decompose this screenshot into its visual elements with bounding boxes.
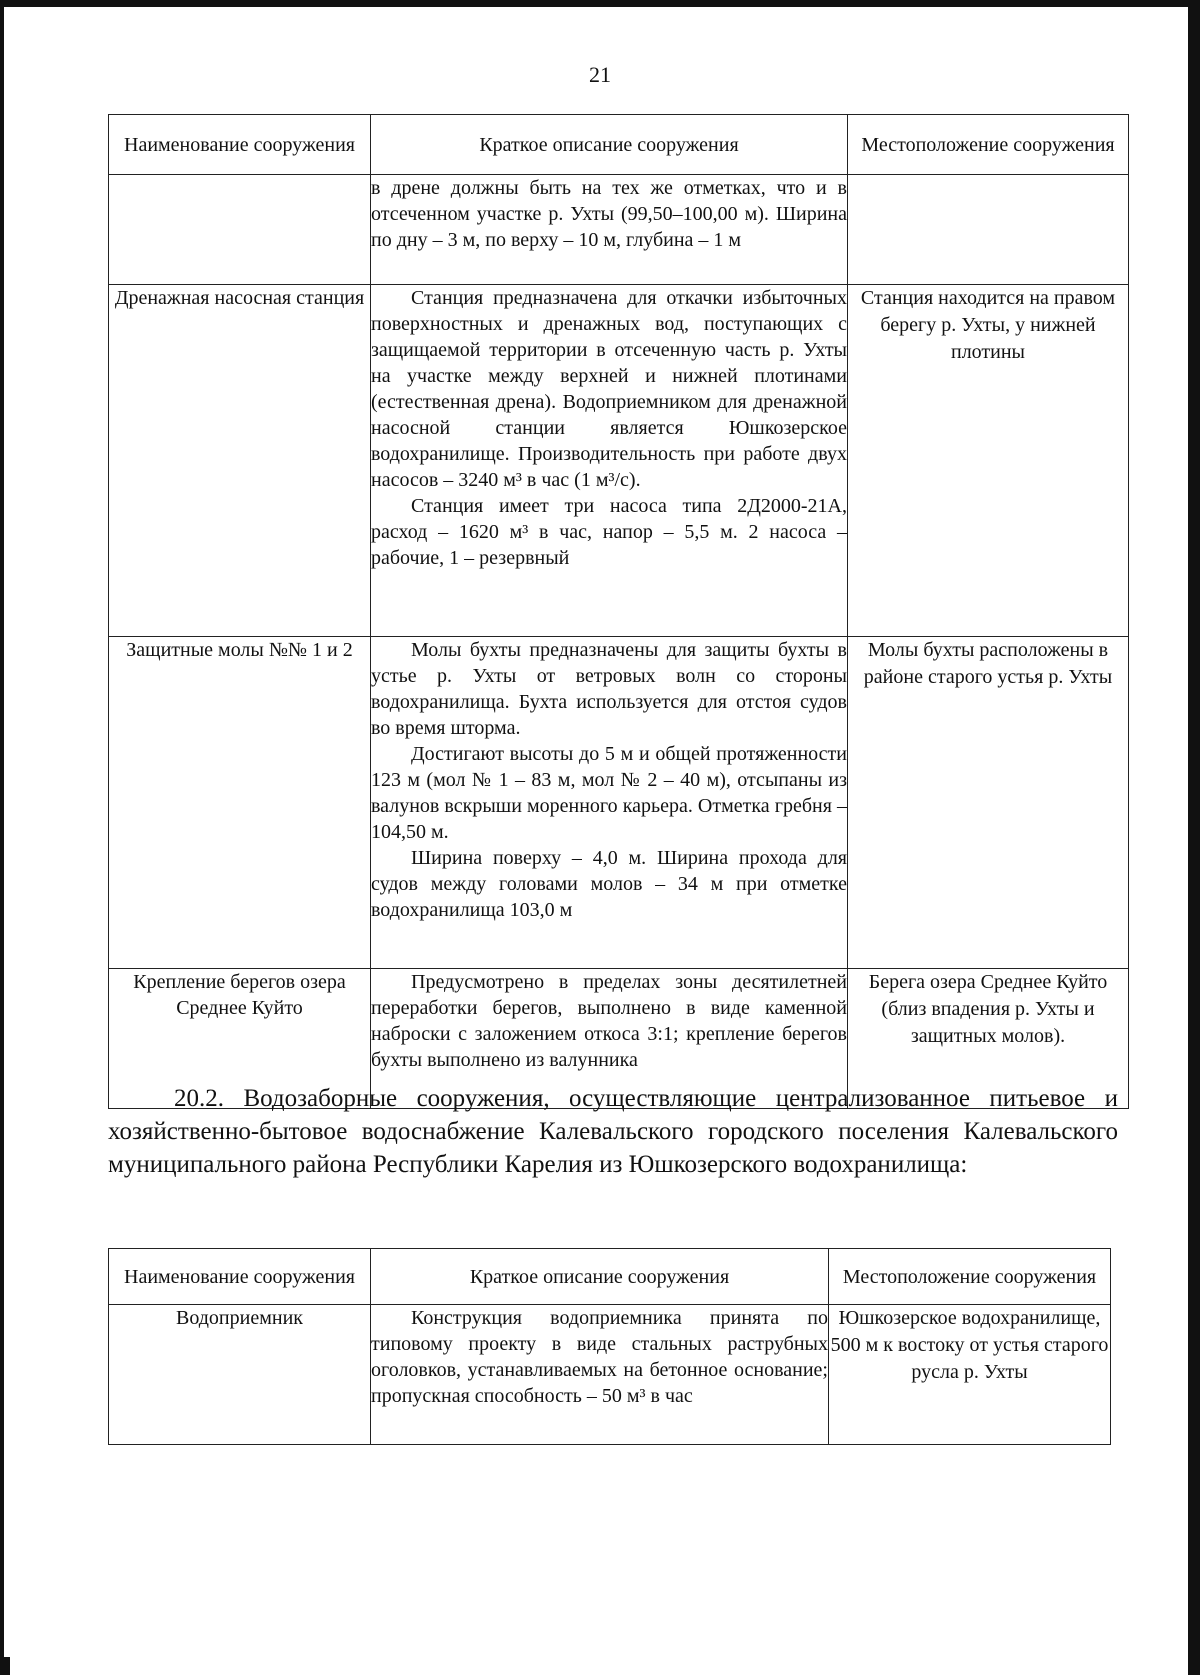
description-paragraph: Станция имеет три насоса типа 2Д2000-21А, расход – 1620 м³ в час, напор – 5,5 м. 2 насоса – рабочие, 1 – резервный bbox=[371, 495, 847, 569]
scan-border-top bbox=[0, 0, 1200, 7]
structure-description bbox=[371, 637, 848, 969]
table-row bbox=[109, 1305, 1111, 1445]
table-row bbox=[109, 285, 1129, 637]
structures-table bbox=[108, 114, 1129, 1109]
page-number: 21 bbox=[589, 62, 611, 87]
structure-location: Станция находится на правом берегу р. Ухты, у нижней плотины bbox=[848, 285, 1129, 637]
header-location: Местоположение сооружения bbox=[829, 1249, 1111, 1305]
structure-location bbox=[848, 175, 1129, 285]
structure-name: Крепление берегов озера Среднее Куйто bbox=[109, 969, 371, 1109]
table-row bbox=[109, 637, 1129, 969]
structure-description bbox=[371, 175, 848, 285]
description-paragraph: Предусмотрено в пределах зоны десятилетней переработки берегов, выполнено в виде каменной наброски с заложением откоса 3:1; крепление берегов бухты выполнено из валунника bbox=[371, 971, 847, 1071]
description-paragraph: Станция предназначена для откачки избыточных поверхностных и дренажных вод, поступающих с защищаемой территории в отсеченную часть р. Ухты на участке между верхней и нижней плотинами (естественная дрена). Водоприемником для дренажной насосной станции является Юшкозерское водохранилище. Производительность при работе двух насосов – 3240 м³ в час (1 м³/с). bbox=[371, 287, 847, 491]
structure-name: Дренажная насосная станция bbox=[109, 285, 371, 637]
description-paragraph: Достигают высоты до 5 м и общей протяженности 123 м (мол № 1 – 83 м, мол № 2 – 40 м), отсыпаны из валунов вскрыши моренного карьера. Отметка гребня – 104,50 м. bbox=[371, 743, 847, 843]
scan-corner-mark bbox=[0, 1657, 10, 1675]
table-header-row bbox=[109, 1249, 1111, 1305]
table-header-row bbox=[109, 115, 1129, 175]
description-paragraph: в дрене должны быть на тех же отметках, что и в отсеченном участке р. Ухты (99,50–100,00 м). Ширина по дну – 3 м, по верху – 10 м, глубина – 1 м bbox=[371, 177, 847, 251]
structure-description bbox=[371, 285, 848, 637]
table-row bbox=[109, 175, 1129, 285]
water-intake-table bbox=[108, 1248, 1111, 1445]
structure-name: Защитные молы №№ 1 и 2 bbox=[109, 637, 371, 969]
header-location: Местоположение сооружения bbox=[848, 115, 1129, 175]
header-description: Краткое описание сооружения bbox=[371, 115, 848, 175]
structure-description bbox=[371, 1305, 829, 1445]
structure-location: Юшкозерское водохранилище, 500 м к востоку от устья старого русла р. Ухты bbox=[829, 1305, 1111, 1445]
header-description: Краткое описание сооружения bbox=[371, 1249, 829, 1305]
header-name: Наименование сооружения bbox=[109, 115, 371, 175]
structure-name: Водоприемник bbox=[109, 1305, 371, 1445]
section-paragraph: 20.2. Водозаборные сооружения, осуществляющие централизованное питьевое и хозяйственно-бытовое водоснабжение Калевальского городского поселения Калевальского муниципального района Республики Карелия из Юшкозерского водохранилища: bbox=[108, 1085, 1118, 1178]
description-paragraph: Молы бухты предназначены для защиты бухты в устье р. Ухты от ветровых волн со стороны водохранилища. Бухта используется для отстоя судов во время шторма. bbox=[371, 639, 847, 739]
description-paragraph: Конструкция водоприемника принята по типовому проекту в виде стальных раструбных оголовков, устанавливаемых на бетонное основание; пропускная способность – 50 м³ в час bbox=[371, 1307, 828, 1407]
scan-border-right bbox=[1188, 0, 1200, 1675]
scan-border-left bbox=[0, 0, 4, 1675]
structure-location: Берега озера Среднее Куйто (близ впадения р. Ухты и защитных молов). bbox=[848, 969, 1129, 1109]
header-name: Наименование сооружения bbox=[109, 1249, 371, 1305]
structure-name bbox=[109, 175, 371, 285]
structure-location: Молы бухты расположены в районе старого устья р. Ухты bbox=[848, 637, 1129, 969]
description-paragraph: Ширина поверху – 4,0 м. Ширина прохода для судов между головами молов – 34 м при отметке водохранилища 103,0 м bbox=[371, 847, 847, 921]
